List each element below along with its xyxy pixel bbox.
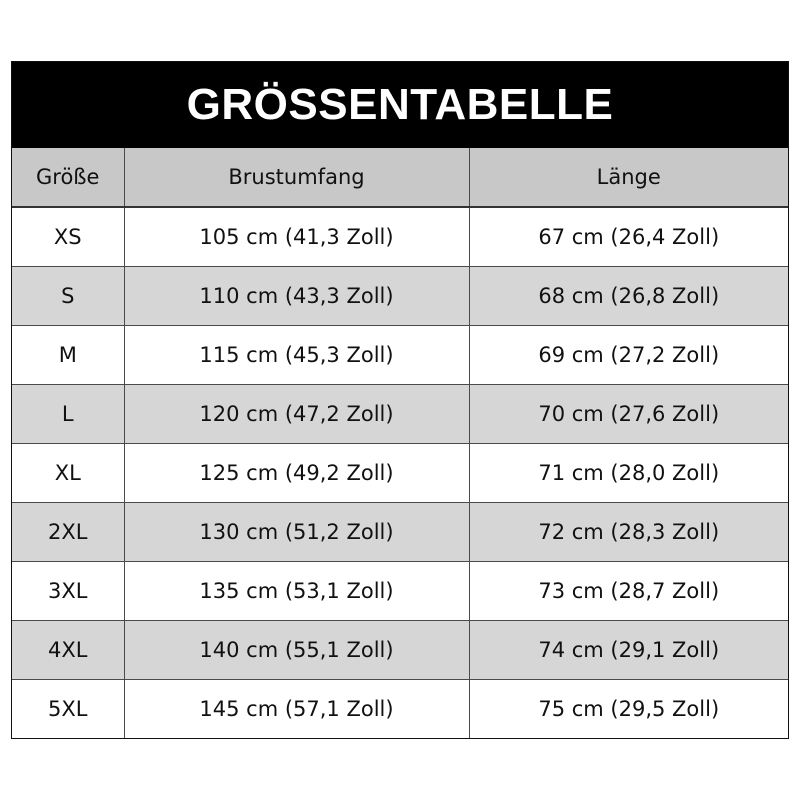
- length-cell: 74 cm (29,1 Zoll): [469, 620, 788, 679]
- table-row: [12, 266, 788, 325]
- chest-cell: 105 cm (41,3 Zoll): [124, 207, 469, 266]
- table-row: [12, 679, 788, 738]
- length-cell: 72 cm (28,3 Zoll): [469, 502, 788, 561]
- length-cell: 67 cm (26,4 Zoll): [469, 207, 788, 266]
- size-cell: XS: [12, 207, 124, 266]
- length-cell: 68 cm (26,8 Zoll): [469, 266, 788, 325]
- table-row: [12, 620, 788, 679]
- table-row: [12, 561, 788, 620]
- length-cell: 73 cm (28,7 Zoll): [469, 561, 788, 620]
- table-row: [12, 443, 788, 502]
- header-length: Länge: [469, 148, 788, 207]
- size-cell: 3XL: [12, 561, 124, 620]
- size-cell: L: [12, 384, 124, 443]
- chest-cell: 135 cm (53,1 Zoll): [124, 561, 469, 620]
- chest-cell: 145 cm (57,1 Zoll): [124, 679, 469, 738]
- size-cell: 4XL: [12, 620, 124, 679]
- size-chart: [11, 61, 789, 739]
- length-cell: 71 cm (28,0 Zoll): [469, 443, 788, 502]
- table-row: [12, 502, 788, 561]
- chest-cell: 120 cm (47,2 Zoll): [124, 384, 469, 443]
- header-size: Größe: [12, 148, 124, 207]
- size-cell: 5XL: [12, 679, 124, 738]
- length-cell: 75 cm (29,5 Zoll): [469, 679, 788, 738]
- size-cell: 2XL: [12, 502, 124, 561]
- chest-cell: 130 cm (51,2 Zoll): [124, 502, 469, 561]
- size-chart-title: GRÖSSENTABELLE: [12, 62, 788, 148]
- size-cell: M: [12, 325, 124, 384]
- table-row: [12, 325, 788, 384]
- length-cell: 70 cm (27,6 Zoll): [469, 384, 788, 443]
- chest-cell: 110 cm (43,3 Zoll): [124, 266, 469, 325]
- table-row: [12, 207, 788, 266]
- size-cell: S: [12, 266, 124, 325]
- header-chest: Brustumfang: [124, 148, 469, 207]
- size-cell: XL: [12, 443, 124, 502]
- size-table: [12, 148, 788, 738]
- chest-cell: 140 cm (55,1 Zoll): [124, 620, 469, 679]
- table-header-row: [12, 148, 788, 207]
- chest-cell: 115 cm (45,3 Zoll): [124, 325, 469, 384]
- length-cell: 69 cm (27,2 Zoll): [469, 325, 788, 384]
- chest-cell: 125 cm (49,2 Zoll): [124, 443, 469, 502]
- table-row: [12, 384, 788, 443]
